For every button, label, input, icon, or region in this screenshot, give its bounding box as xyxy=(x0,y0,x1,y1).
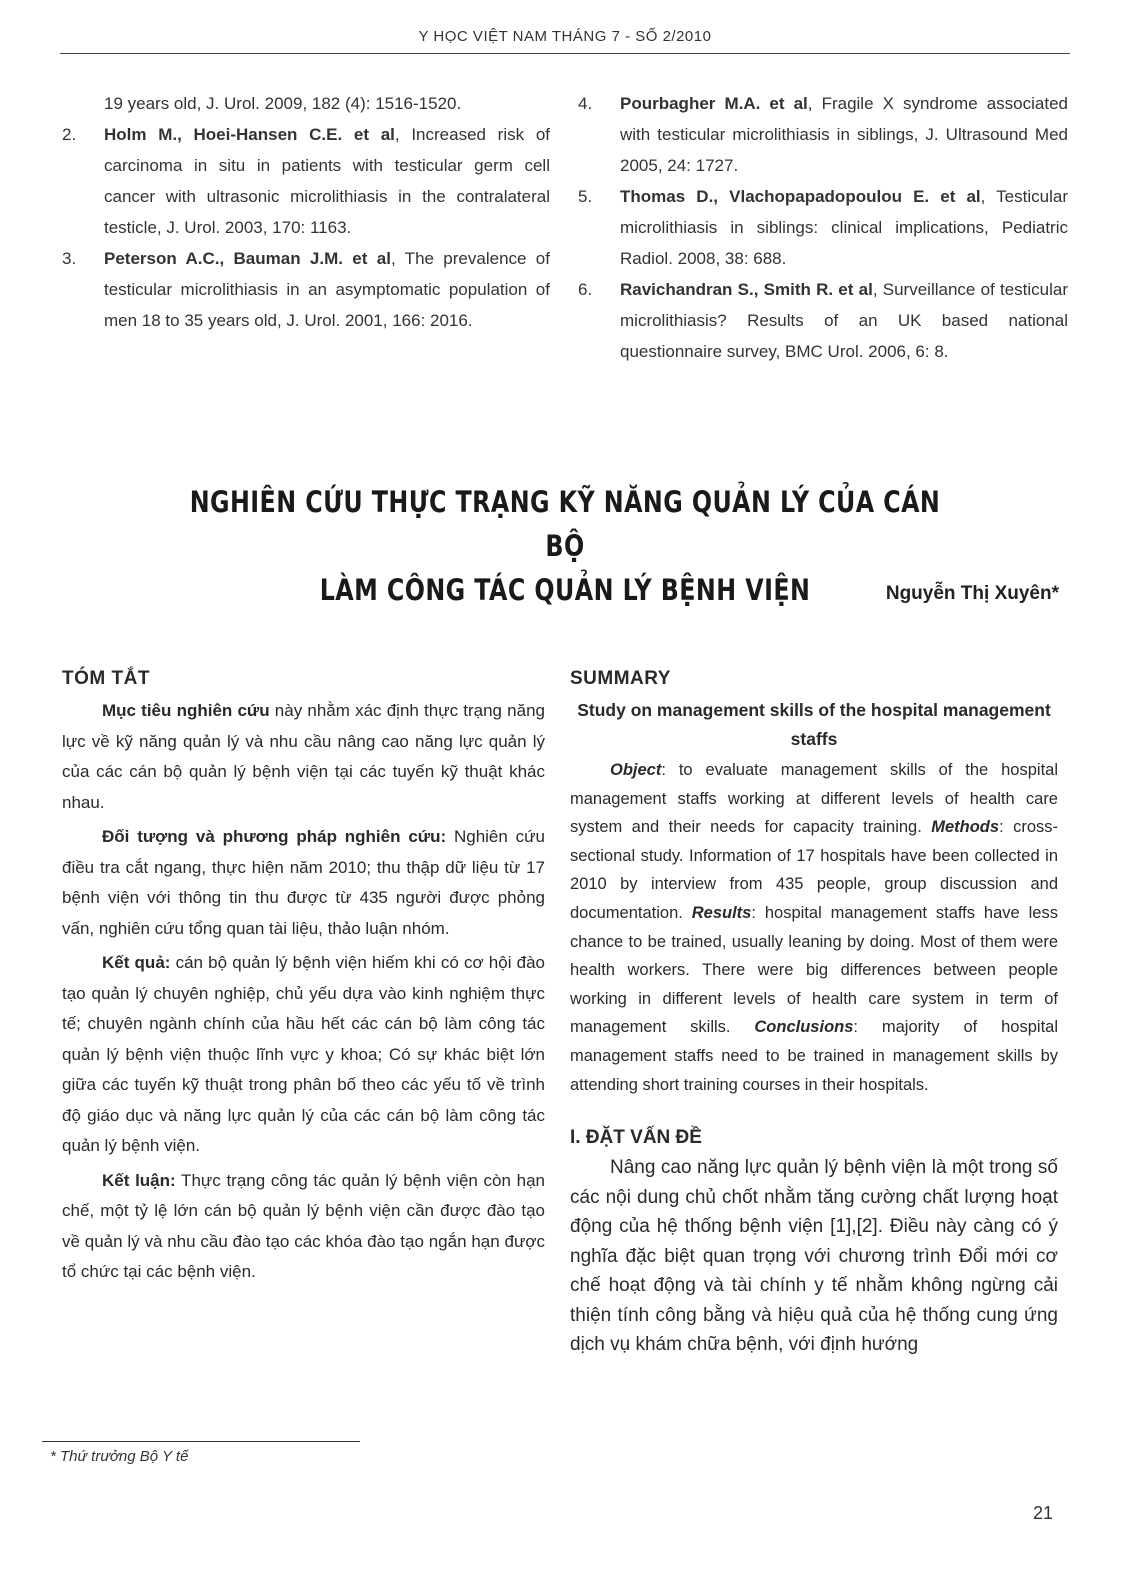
reference-number: 5. xyxy=(578,187,593,206)
paragraph-lead: Kết luận: xyxy=(102,1170,176,1190)
intro-heading: I. ĐẶT VẤN ĐỀ xyxy=(570,1127,702,1149)
footnote-rule xyxy=(42,1441,360,1442)
reference-item xyxy=(578,181,1068,274)
reference-text: , Fragile X syndrome associated with testicular microlithiasis in siblings, J. Ultrasound Med 2005, 24: 1727. xyxy=(620,94,1068,175)
reference-item xyxy=(62,243,550,336)
reference-authors: Pourbagher M.A. et al xyxy=(620,94,808,113)
reference-authors: Ravichandran S., Smith R. et al xyxy=(620,280,873,299)
abstract-paragraph xyxy=(62,948,545,1162)
title-line-2: LÀM CÔNG TÁC QUẢN LÝ BỆNH VIỆN xyxy=(319,573,811,607)
keyword-object: Object xyxy=(610,761,662,779)
summary-paragraph xyxy=(570,756,1058,1099)
article-author: Nguyễn Thị Xuyên* xyxy=(885,583,1059,604)
reference-authors: Peterson A.C., Bauman J.M. et al xyxy=(104,249,391,268)
reference-text: , The prevalence of testicular microlithiasis in an asymptomatic population of men 18 to 35 years old, J. Urol. 2001, 166: 2016. xyxy=(104,249,550,330)
paragraph-text: cán bộ quản lý bệnh viện hiếm khi có cơ hội đào tạo quản lý chuyên nghiệp, chủ yếu dựa vào kinh nghiệm thực tế; chuyên ngành chính của hầu hết các cán bộ làm công tác quản lý bệnh viện thuộc lĩnh vực y khoa; Có sự khác biệt lớn giữa các tuyến kỹ thuật trong phân bố theo các yếu tố về trình độ giáo dục và năng lực quản lý của các cán bộ làm công tác quản lý bệnh viện. xyxy=(62,953,545,1155)
summary-text: : to evaluate management skills of the hospital management staffs working at different levels of health care system and their needs for capacity training. xyxy=(570,761,1058,837)
reference-number: 4. xyxy=(578,94,593,113)
article-title xyxy=(184,480,947,612)
reference-text: , Surveillance of testicular microlithiasis? Results of an UK based national questionnaire survey, BMC Urol. 2006, 6: 8. xyxy=(620,280,1069,361)
intro-paragraph: Nâng cao năng lực quản lý bệnh viện là một trong số các nội dung chủ chốt nhằm tăng cường chất lượng hoạt động của hệ thống bệnh viện [1],[2]. Điều này càng có ý nghĩa đặc biệt quan trọng với chương trình Đổi mới cơ chế hoạt động và tài chính y tế nhằm không ngừng cải thiện tính công bằng và hiệu quả của hệ thống cung ứng dịch vụ khám chữa bệnh, với định hướng xyxy=(570,1157,1058,1356)
header-rule xyxy=(60,53,1070,54)
paragraph-lead: Kết quả: xyxy=(102,953,171,972)
reference-item xyxy=(62,119,550,243)
references-left xyxy=(62,88,550,336)
keyword-conclusions: Conclusions xyxy=(754,1018,854,1037)
reference-item xyxy=(578,274,1068,367)
reference-text: , Increased risk of carcinoma in situ in patients with testicular germ cell cancer with ultrasonic microlithiasis in the contralateral testicle, J. Urol. 2003, 170: 1163. xyxy=(104,125,550,237)
reference-item xyxy=(578,88,1068,181)
paragraph-text: Nghiên cứu điều tra cắt ngang, thực hiện năm 2010; thu thập dữ liệu từ 17 bệnh viện với thông tin thu được từ 435 người được phỏng vấn, nghiên cứu tổng quan tài liệu, thảo luận nhóm. xyxy=(62,827,545,938)
reference-authors: Holm M., Hoei-Hansen C.E. et al xyxy=(104,125,395,144)
paragraph-lead: Đối tượng và phương pháp nghiên cứu: xyxy=(102,827,447,846)
reference-authors: Thomas D., Vlachopapadopoulou E. et al xyxy=(620,187,981,206)
reference-number: 3. xyxy=(62,249,77,268)
reference-number: 6. xyxy=(578,280,593,299)
summary-text: : majority of hospital management staffs need to be trained in management skills by attending short training courses in their hospitals. xyxy=(570,1018,1058,1094)
reference-text: 19 years old, J. Urol. 2009, 182 (4): 1516-1520. xyxy=(104,94,462,113)
reference-number: 2. xyxy=(62,125,77,144)
abstract-vietnamese xyxy=(62,668,545,1292)
title-line-1: NGHIÊN CỨU THỰC TRẠNG KỸ NĂNG QUẢN LÝ CỦA CÁN BỘ xyxy=(189,485,941,563)
keyword-results: Results xyxy=(691,903,752,922)
references-right xyxy=(578,88,1068,367)
abstract-paragraph xyxy=(62,696,545,818)
footnote: * Thứ trưởng Bộ Y tế xyxy=(50,1448,189,1465)
running-header: Y HỌC VIỆT NAM THÁNG 7 - SỐ 2/2010 xyxy=(418,28,712,45)
paragraph-text: Thực trạng công tác quản lý bệnh viện còn hạn chế, một tỷ lệ lớn cán bộ quản lý bệnh viện cần được đào tạo về quản lý và nhu cầu đào tạo các khóa đào tạo ngắn hạn được tổ chức tại các bệnh viện. xyxy=(62,1170,545,1281)
abstract-english xyxy=(570,668,1058,1360)
paragraph-lead: Mục tiêu nghiên cứu xyxy=(102,701,270,720)
keyword-methods: Methods xyxy=(931,818,1000,837)
reference-text: , Testicular microlithiasis in siblings: clinical implications, Pediatric Radiol. 2008, 38: 688. xyxy=(620,187,1068,268)
abstract-paragraph xyxy=(62,822,545,944)
abstract-paragraph xyxy=(62,1166,545,1288)
summary-text: : cross-sectional study. Information of 17 hospitals have been collected in 2010 by interview from 435 people, group discussion and documentation. xyxy=(570,818,1058,922)
summary-subtitle: Study on management skills of the hospital management staffs xyxy=(577,700,1051,749)
reference-item xyxy=(62,88,550,119)
page-number: 21 xyxy=(1032,1503,1053,1523)
paragraph-text: này nhằm xác định thực trạng năng lực về kỹ năng quản lý và nhu cầu nâng cao năng lực quản lý của các cán bộ quản lý bệnh viện tại các tuyến kỹ thuật khác nhau. xyxy=(62,701,546,812)
tom-tat-heading: TÓM TẮT xyxy=(62,668,150,689)
summary-heading: SUMMARY xyxy=(570,668,671,689)
summary-text: : hospital management staffs have less chance to be trained, usually leaning by doing. Most of them were health workers. There were big differences between people working in different levels of health care system in term of management skills. xyxy=(570,903,1058,1037)
